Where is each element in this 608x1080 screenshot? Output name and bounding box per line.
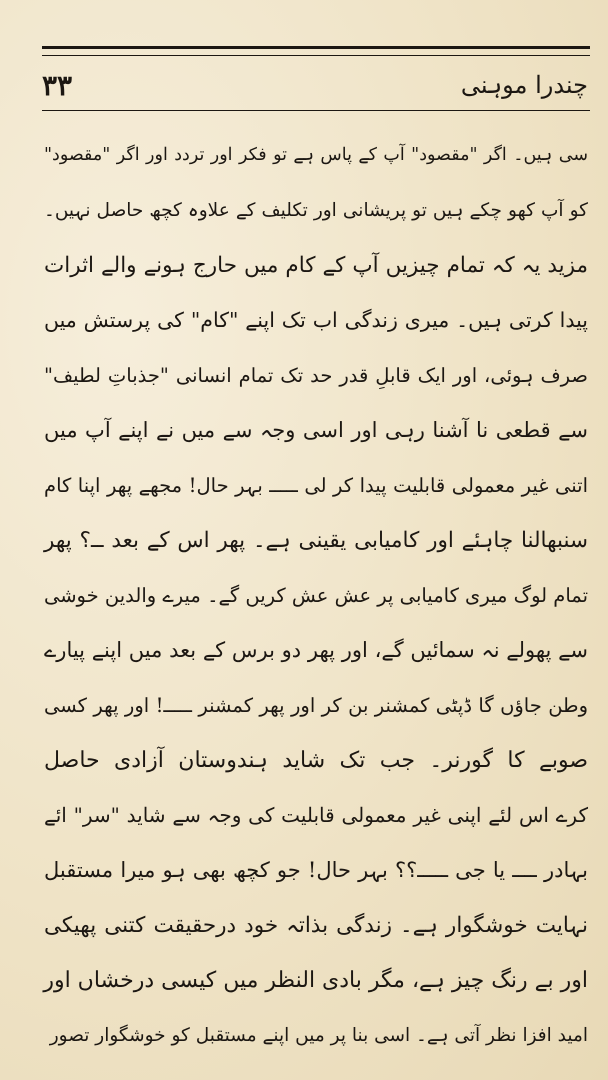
- text-line: بہادر ــــ یا جی ـــــ؟؟ بہر حال! جو کچھ بھی ہو میرا مستقبل: [44, 858, 588, 882]
- top-rule-thick: [42, 46, 590, 49]
- header-rule: [42, 110, 590, 111]
- text-line: تمام لوگ میری کامیابی پر عش عش کریں گے۔ میرے والدین خوشی: [43, 584, 588, 607]
- text-line: کو آپ کھو چکے ہیں تو پریشانی اور تکلیف کے علاوہ کچھ حاصل نہیں۔: [44, 200, 588, 221]
- text-line: سے قطعی نا آشنا رہی اور اسی وجہ سے میں نے اپنے آپ میں: [44, 418, 589, 442]
- text-line: کرے اس لئے اپنی غیر معمولی قابلیت کی وجہ سے شاید "سر" ائے: [44, 803, 588, 827]
- text-line: صرف ہوئی، اور ایک قابلِ قدر حد تک تمام انسانی "جذباتِ لطیف": [44, 364, 588, 387]
- text-line: امید افزا نظر آتی ہے۔ اسی بنا پر میں اپنے مستقبل کو خوشگوار تصور: [49, 1025, 588, 1046]
- text-line: صوبے کا گورنر۔ جب تک شاید ہندوستان آزادی حاصل: [44, 748, 588, 773]
- body-text: [44, 128, 588, 1063]
- text-line: نہایت خوشگوار ہے۔ زندگی بذاتہ خود درحقیقت کتنی پھیکی: [44, 913, 588, 938]
- text-line: پیدا کرتی ہیں۔ میری زندگی اب تک اپنے "کام" کی پرستش میں: [44, 308, 588, 332]
- text-line: وطن جاؤں گا ڈپٹی کمشنر بن کر اور پھر کمشنر ـــــ! اور پھر کسی: [44, 694, 588, 717]
- text-line: مزید یہ کہ تمام چیزیں آپ کے کام میں حارج ہونے والے اثرات: [44, 253, 588, 278]
- page-number: ٣٣: [42, 68, 73, 102]
- text-line: اتنی غیر معمولی قابلیت پیدا کر لی ـــــ بہر حال! مجھے پھر اپنا کام: [44, 474, 588, 497]
- text-line: سے پھولے نہ سمائیں گے، اور پھر دو برس کے بعد میں اپنے پیارے: [44, 638, 588, 662]
- page-header: [42, 62, 588, 108]
- text-line: سی ہیں۔ اگر "مقصود" آپ کے پاس ہے تو فکر اور تردد اور اگر "مقصود": [44, 145, 588, 165]
- running-title: چندرا موہنی: [460, 71, 588, 99]
- text-line: سنبھالنا چاہئے اور کامیابی یقینی ہے۔ پھر اس کے بعد ــ؟ پھر: [44, 528, 588, 553]
- top-rule-thin: [42, 55, 590, 56]
- text-line: اور بے رنگ چیز ہے، مگر بادی النظر میں کیسی درخشاں اور: [43, 968, 588, 993]
